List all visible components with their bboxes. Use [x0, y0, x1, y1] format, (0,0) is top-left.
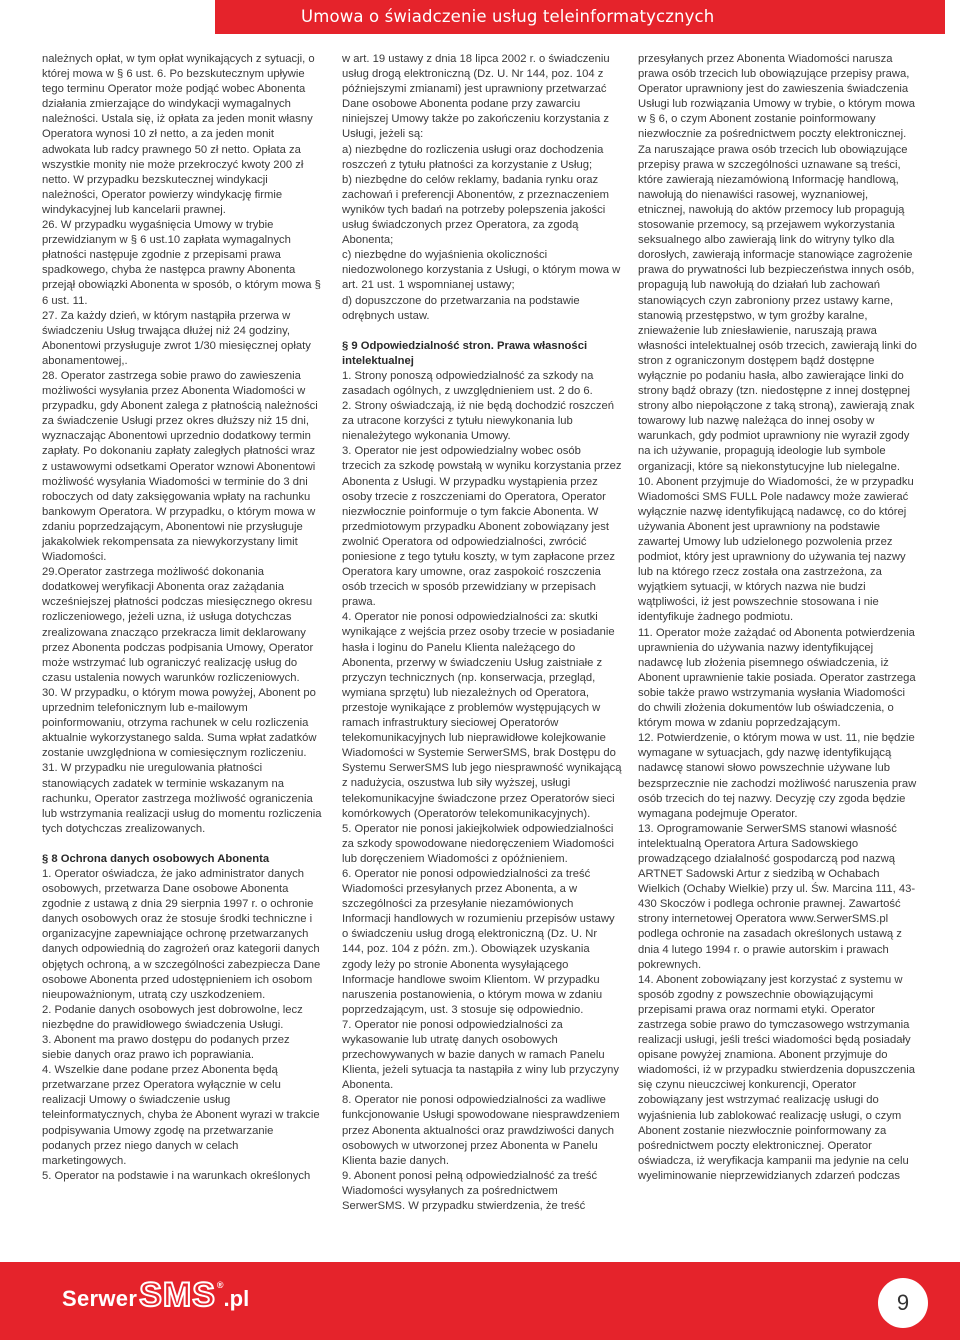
- text-column-left: [42, 52, 322, 1184]
- paragraph: 6. Operator nie ponosi odpowiedzialności za treść Wiadomości przesyłanych przez Abonenta, a w szczególności za przesyłanie niezamówionych Informacji handlowych w rozumieniu przepisów ustawy o świadczeniu usług drogą elektroniczną (Dz. U. Nr 144, poz. 104 z późn. zm.). Obowiązek uzyskania zgody leży po stronie Abonenta wysyłającego Informacje handlowe swoim Klientom. W przypadku naruszenia postanowienia, o którym mowa w zdaniu poprzedzającym, ust. 3 stosuje się odpowiednio.: [342, 867, 615, 1016]
- paragraph: 12. Potwierdzenie, o którym mowa w ust. 11, nie będzie wymagane w sytuacjach, gdy nazwę identyfikującą nadawcę stanowi słowo powszechnie używane lub bezsprzecznie nie zachodzi możliwość naruszenia praw osób trzecich do tej nazwy. Decyzję czy zgoda będzie wymagana podejmuje Operator.: [638, 732, 917, 820]
- paragraph: a) niezbędne do rozliczenia usługi oraz dochodzenia roszczeń z tytułu płatności za korzystanie z Usług;: [342, 143, 604, 171]
- paragraph: 3. Operator nie jest odpowiedzialny wobec osób trzecich za szkodę powstałą w wyniku korzystania przez Abonenta z Usługi. W przypadku wystąpienia przez osoby trzecie z roszczeniami do Operatora, Operator niezwłocznie poinformuje o tym fakcie Abonenta. W przedmiotowym przypadku Abonent zobowiązany jest zwolnić Operatora od odpowiedzialności, zwrócić poniesione z tego tytułu koszty, w tym zapłacone przez Operatora kary umowne, oraz zaspokoić roszczenia osób trzecich w sposób przewidziany w przepisach prawa.: [342, 445, 622, 609]
- text-column-middle: [342, 52, 622, 1214]
- paragraph: w art. 19 ustawy z dnia 18 lipca 2002 r. o świadczeniu usług drogą elektroniczną (Dz. U. Nr 144, poz. 104 z późniejszymi zmianami) jest uprawniony przetwarzać Dane osobowe Abonenta podane przy zawarciu niniejszej Umowy także po zakończeniu korzystania z Usługi, jeżeli są:: [342, 53, 610, 141]
- footer-bar: [0, 1262, 960, 1340]
- paragraph: 2. Strony oświadczają, iż nie będą dochodzić roszczeń za utracone korzyści z tytułu niewykonania lub nienależytego wykonania Umowy.: [342, 400, 615, 443]
- paragraph: 3. Abonent ma prawo dostępu do podanych przez siebie danych oraz prawo ich poprawiania.: [42, 1034, 290, 1062]
- paragraph: 29.Operator zastrzega możliwość dokonania dodatkowej weryfikacji Abonenta oraz zażądania wcześniejszej płatności podczas miesięcznego okresu rozliczeniowego, jeżeli uzna, iż usługa dotychczas zrealizowana znacząco przekracza limit deklarowany przez Abonenta podczas podpisania Umowy, Operator może wstrzymać lub ograniczyć realizację usług do czasu ustalenia nowych warunków rozliczeniowych.: [42, 566, 314, 684]
- paragraph: 1. Operator oświadcza, że jako administrator danych osobowych, przetwarza Dane osobowe Abonenta zgodnie z ustawą z dnia 29 sierpnia 1997 r. o ochronie danych osobowych oraz że stosuje środki techniczne i organizacyjne zapewniające ochronę przetwarzanych danych odpowiednią do zagrożeń oraz kategorii danych objętych ochroną, a w szczególności zabezpiecza Dane osobowe Abonenta przed udostępnieniem ich osobom nieupoważnionym, utratą czy uszkodzeniem.: [42, 867, 321, 1001]
- paragraph: należnych opłat, w tym opłat wynikających z sytuacji, o której mowa w § 6 ust. 6. Po bezskutecznym upływie tego terminu Operator może podjąć wobec Abonenta działania zmierzające do windykacji wymagalnych należności. Ustala się, iż opłata za jeden monit własny Operatora wynosi 10 zł netto, a za jeden monit adwokata lub radcy prawnego 50 zł netto. Opłata za wszystkie monity nie może przekroczyć kwoty 200 zł netto. W przypadku bezskutecznej windykacji należności, Operator powierzy windykację firmie windykacyjnej lub kancelarii prawnej.: [42, 53, 315, 216]
- page-number-badge: [878, 1278, 928, 1328]
- paragraph: 30. W przypadku, o którym mowa powyżej, Abonent po uprzednim telefonicznym lub e-mailowym poinformowaniu, otrzyma rachunek w celu rozliczenia aktualnie wykorzystanego salda. Suma wpłat zadatków zostanie uwzględniona w comiesięcznym rozliczeniu.: [42, 686, 317, 760]
- paragraph: 26. W przypadku wygaśnięcia Umowy w trybie przewidzianym w § 6 ust.10 zapłata wymagalnych płatności następuje zgodnie z przepisami prawa spadkowego, chyba że następca prawny Abonenta przejął obowiązki Abonenta w sposób, o którym mowa § 6 ust. 11.: [42, 219, 321, 307]
- paragraph: 4. Wszelkie dane podane przez Abonenta będą przetwarzane przez Operatora wyłącznie w celu realizacji Umowy o świadczenie usług teleinformatycznych, chyba że Abonent wyrazi w trakcie podpisywania Umowy zgodę na przetwarzanie podanych przez niego danych w celach marketingowych.: [42, 1064, 320, 1167]
- paragraph: 31. W przypadku nie uregulowania płatności stanowiących zadatek w terminie wskazanym na rachunku, Operator zastrzega możliwość ograniczenia lub wstrzymania realizacji usług do momentu rozliczenia tych dotychczas zrealizowanych.: [42, 762, 322, 835]
- page-number: 9: [896, 1290, 910, 1315]
- paragraph: 5. Operator nie ponosi jakiejkolwiek odpowiedzialności za szkody spowodowane niedoręczeniem Wiadomości lub doręczeniem Wiadomości z opóźnieniem.: [342, 822, 615, 865]
- paragraph: 11. Operator może zażądać od Abonenta potwierdzenia uprawnienia do używania nazwy identyfikującej nadawcę lub złożenia pisemnego oświadczenia, iż Abonent uprawnienie takie posiada. Operator zastrzega sobie także prawo wstrzymania wysłania Wiadomości do chwili złożenia dokumentów lub oświadczenia, o którym mowa w zdaniu poprzedzającym.: [638, 626, 916, 730]
- serwersms-logo: [62, 1276, 249, 1316]
- document-title: Umowa o świadczenie usług teleinformatycznych: [301, 7, 715, 26]
- logo-domain-suffix: .pl: [223, 1286, 250, 1311]
- logo-word-sms: SMS: [139, 1276, 216, 1314]
- paragraph: 10. Abonent przyjmuje do Wiadomości, że w przypadku Wiadomości SMS FULL Pole nadawcy może zawierać wyłącznie nazwę identyfikującą nadawcę, co do której używania Abonent jest uprawniony na podstawie zawartej Umowy lub udzielonego pozwolenia przez podmiot, który jest uprawniony do używania tej nazwy lub na którego rzecz została ona zastrzeżona, za wyjątkiem sytuacji, w których nazwa nie budzi wątpliwości, iż jest powszechnie stosowana i nie identyfikuje żadnego podmiotu.: [638, 475, 914, 624]
- logo-registered-mark: ®: [216, 1280, 224, 1290]
- paragraph: 13. Oprogramowanie SerwerSMS stanowi własność intelektualną Operatora Artura Sadowskiego prowadzącego działalność gospodarczą pod nazwą ARTNET Sadowski Artur z siedzibą w Ochabach Wielkich (Ochaby Wielkie) przy ul. Św. Marcina 111, 43-430 Skoczów i podlega ochronie prawnej. Zawartość strony internetowej Operatora www.SerwerSMS.pl podlega ochronie na zasadach określonych ustawą z dnia 4 lutego 1994 r. o prawie autorskim i prawach pokrewnych.: [638, 822, 916, 971]
- paragraph: d) dopuszczone do przetwarzania na podstawie odrębnych ustaw.: [342, 294, 580, 322]
- paragraph: 28. Operator zastrzega sobie prawo do zawieszenia możliwości wysyłania przez Abonenta Wiadomości w przypadku, gdy Abonent zalega z płatnością należności za świadczenie Usługi przez okres dłuższy niż 15 dni, wyznaczając Abonentowi uprzednio dodatkowy termin zapłaty. Po dokonaniu zapłaty zaległych płatności wraz z ustawowymi odsetkami Operator wznowi Abonentowi możliwość wysyłania Wiadomości w terminie do 3 dni roboczych od daty zaksięgowania wpłaty na rachunku bankowym Operatora. W przypadku, o którym mowa w zdaniu poprzedzającym, Abonentowi nie przysługuje jakakolwiek rekompensata za niewykorzystany limit Wiadomości.: [42, 369, 318, 564]
- text-column-right: [638, 52, 918, 1184]
- paragraph: przesyłanych przez Abonenta Wiadomości narusza prawa osób trzecich lub obowiązujące przepisy prawa, Operator uprawniony jest do zawieszenia świadczenia Usługi lub rozwiązania Umowy w trybie, o którym mowa w § 6, o czym Abonent zostanie poinformowany niezwłocznie za pośrednictwem poczty elektronicznej. Za naruszające prawa osób trzecich lub obowiązujące przepisy prawa w szczególności uznawane są treści, które zawierają niezamówioną Informację handlową, nawołują do nienawiści rasowej, wyznaniowej, etnicznej, nawołują do aktów przemocy lub propagują stosowanie przemocy, są przejawem wykorzystania seksualnego albo zawierają link do witryny tylko dla dorosłych, zawierają informacje stanowiące zagrożenie prawa do prywatności lub bezpieczeństwa innych osób, propagują lub nawołują do działań lub zachowań stanowiących czyn zabroniony przez ustawy karne, stanowią przestępstwo, w tym groźby karalne, znieważenie lub zniesławienie, naruszają prawa własności intelektualnej osób trzecich, zawierają linki do stron z ograniczonym dostępem bądź dostępne wyłącznie po podaniu hasła, albo zawierające linki do strony bądź obrazy (tzn. niedostępne z innej dostępnej strony albo niepołączone z taką stroną), zawierają znak towarowy lub nazwę należąca do innej osoby w warunkach, gdy podmiot uprawniony nie wyraził zgody na ich używanie, propagują ideologie lub symbole organizacji, które są niekonstytucyjne lub nielegalne.: [638, 53, 917, 473]
- paragraph: 1. Strony ponoszą odpowiedzialność za szkody na zasadach ogólnych, z uwzględnieniem ust. 2 do 6.: [342, 369, 594, 397]
- paragraph: b) niezbędne do celów reklamy, badania rynku oraz zachowań i preferencji Abonentów, z przeznaczeniem wyników tych badań na potrzeby polepszenia jakości usług świadczonych przez Operatora, za zgodą Abonenta;: [342, 173, 610, 247]
- section-heading: § 8 Ochrona danych osobowych Abonenta: [42, 852, 270, 865]
- paragraph: 4. Operator nie ponosi odpowiedzialności za: skutki wynikające z wejścia przez osoby trzecie w posiadanie hasła i loginu do Panelu Klienta należącego do Abonenta, przerwy w świadczeniu Usług zaistniałe z przyczyn technicznych (np. konserwacja, przegląd, wymiana sprzętu) lub niezależnych od Operatora, przestoje wynikające z problemów występujących w ramach infrastruktury sieciowej Operatorów telekomunikacyjnych lub nieprawidłowe kolejkowanie Wiadomości w Systemie SerwerSMS, brak Dostępu do Systemu SerwerSMS lub jego niesprawność wynikającą z nadużycia, oszustwa lub siły wyższej, usługi telekomunikacyjne świadczone przez Operatorów sieci komórkowych (Operatorów telekomunikacyjnych).: [342, 611, 622, 820]
- paragraph: 27. Za każdy dzień, w którym nastąpiła przerwa w świadczeniu Usług trwająca dłużej niż 24 godziny, Abonentowi przysługuje zwrot 1/30 miesięcznej opłaty abonamentowej,.: [42, 309, 311, 367]
- section-heading: § 9 Odpowiedzialność stron. Prawa własności intelektualnej: [342, 339, 588, 367]
- paragraph: c) niezbędne do wyjaśnienia okoliczności niedozwolonego korzystania z Usługi, o którym mowa w art. 21 ust. 1 wspomnianej ustawy;: [342, 249, 621, 292]
- paragraph: 9. Abonent ponosi pełną odpowiedzialność za treść Wiadomości wysyłanych za pośrednictwem SerwerSMS. W przypadku stwierdzenia, że treść: [342, 1169, 598, 1213]
- paragraph: 14. Abonent zobowiązany jest korzystać z systemu w sposób zgodny z powszechnie obowiązującymi przepisami prawa oraz normami etyki. Operator zastrzega sobie prawo do tymczasowego wstrzymania realizacji usługi, jeśli treści wiadomości będą posiadały opisane powyżej znamiona. Abonent przyjmuje do wiadomości, iż w przypadku stwierdzenia dopuszczenia się czynu nieuczciwej konkurencji, Operator zobowiązany jest wstrzymać realizację usługi do wyjaśnienia lub zablokować realizację usługi, o czym Abonent zostanie niezwłocznie poinformowany za pośrednictwem poczty elektronicznej. Operator oświadcza, iż weryfikacja kampanii ma jedynie na celu wyeliminowanie nieprzewidzianych zdarzeń podczas: [638, 973, 916, 1182]
- paragraph: 7. Operator nie ponosi odpowiedzialności za wykasowanie lub utratę danych osobowych przechowywanych w bazie danych w ramach Panelu Klienta, jeżeli sytuacja ta nastąpiła z winy lub przyczyny Abonenta.: [342, 1018, 620, 1092]
- header-banner: [215, 0, 945, 34]
- logo-word-serwer: Serwer: [62, 1286, 138, 1311]
- paragraph: 5. Operator na podstawie i na warunkach określonych: [42, 1169, 311, 1182]
- paragraph: 8. Operator nie ponosi odpowiedzialności za wadliwe funkcjonowanie Usługi spowodowane niesprawdzeniem przez Abonenta aktualności oraz prawdziwości danych osobowych w utworzonej przez Abonenta w Panelu Klienta bazie danych.: [342, 1094, 620, 1167]
- paragraph: 2. Podanie danych osobowych jest dobrowolne, lecz niezbędne do prawidłowego świadczenia Usługi.: [42, 1003, 303, 1031]
